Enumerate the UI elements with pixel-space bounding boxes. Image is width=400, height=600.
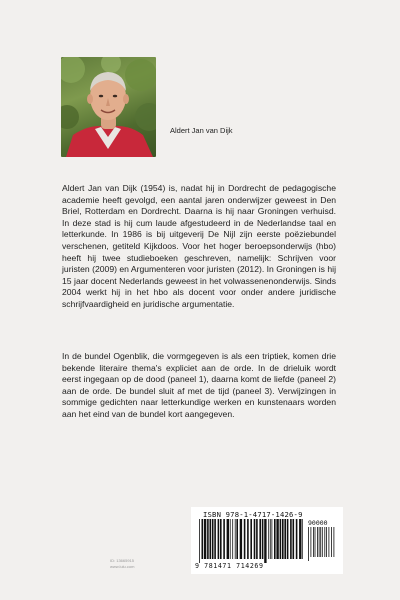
barcode-bar: [214, 519, 216, 559]
barcode-bar: [334, 527, 335, 557]
barcode-bar: [299, 519, 301, 559]
barcode-bar: [274, 519, 276, 559]
barcode-bar: [317, 527, 318, 557]
barcode-bar: [223, 519, 225, 559]
barcode-bar: [329, 527, 330, 557]
barcode-bar: [331, 527, 332, 557]
barcode-bar: [264, 519, 266, 563]
barcode-bar: [287, 519, 289, 559]
barcode-bar: [276, 519, 278, 559]
barcode-bar: [250, 519, 252, 559]
barcode-bar: [212, 519, 214, 559]
barcode-bar: [268, 519, 269, 559]
barcode-bar: [240, 519, 242, 559]
barcode-bar: [272, 519, 273, 559]
author-portrait-image: [61, 57, 156, 157]
barcode-bar: [313, 527, 314, 557]
barcode-bar: [227, 519, 229, 559]
isbn-barcode-block: [191, 507, 343, 574]
book-description: In de bundel Ogenblik, die vormgegeven is als een triptiek, komen drie bekende literaire thema's expliciet aan de orde. In de drieluik wordt eerst ingegaan op de dood (paneel 1), daarna komt de liefde (paneel 2) aan de orde. De bundel sluit af met de tijd (paneel 3). Verwijzingen in sommige gedichten naar letterkundige werken en kunstenaars worden aan het eind van de bundel kort aangegeven.: [62, 351, 336, 419]
barcode-bar: [218, 519, 220, 559]
barcode-bar: [210, 519, 212, 559]
barcode-bar: [322, 527, 323, 557]
barcode-digits: 9 781471 714269: [195, 562, 264, 570]
price-addon-bars: [308, 527, 336, 563]
author-caption: Aldert Jan van Dijk: [170, 126, 233, 135]
barcode-bar: [270, 519, 271, 559]
barcode-bars: [199, 519, 303, 563]
author-biography: Aldert Jan van Dijk (1954) is, nadat hij in Dordrecht de pedagogische academie heeft gevolgd, een aantal jaren onderwijzer geweest in Den Briel, Rotterdam en Dordrecht. Daarna is hij naar Groningen verhuisd. In deze stad is hij cum laude afgestudeerd in de Nederlandse taal en letterkunde. In 1986 is bij uitgeverij De Nijl zijn eerste poëziebundel verschenen, getiteld Kijkdoos. Voor het hoger beroepsonderwijs (hbo) heeft hij twee studieboeken geschreven, namelijk: Schrijven voor juristen (2009) en Argumenteren voor juristen (2012). In Groningen is hij 15 jaar docent Nederlands geweest in het volwassenenonderwijs. Sinds 2004 werkt hij in het hbo als docent voor onder andere juridische schrijfvaardigheid en juridische argumentatie.: [62, 183, 336, 309]
barcode-bar: [232, 519, 233, 559]
lulu-url-text: www.lulu.com: [110, 564, 135, 569]
barcode-bar: [235, 519, 236, 559]
barcode-bar: [256, 519, 258, 559]
barcode-bar: [199, 519, 200, 563]
barcode-bar: [315, 527, 316, 557]
barcode-bar: [244, 519, 246, 559]
barcode-bar: [236, 519, 238, 559]
barcode-bar: [284, 519, 286, 559]
author-photo: [61, 57, 156, 157]
barcode-bar: [308, 527, 309, 561]
barcode-bar: [280, 519, 282, 559]
lulu-id-text: ID: 13665915: [110, 558, 135, 563]
barcode-bar: [282, 519, 284, 559]
barcode-bar: [296, 519, 298, 559]
barcode-bar: [293, 519, 295, 559]
price-code: 90000: [308, 519, 328, 527]
barcode-bar: [302, 519, 303, 559]
barcode-bar: [262, 519, 264, 559]
barcode-bar: [207, 519, 209, 559]
barcode-bar: [319, 527, 320, 557]
barcode-bar: [259, 519, 261, 559]
barcode-bar: [320, 527, 321, 557]
barcode-bar: [326, 527, 327, 557]
barcode-bar: [230, 519, 231, 559]
isbn-label: ISBN 978-1-4717-1426-9: [203, 510, 303, 519]
barcode-bar: [220, 519, 222, 559]
barcode-bar: [204, 519, 206, 559]
barcode-bar: [247, 519, 249, 559]
barcode-bar: [254, 519, 256, 559]
barcode-bar: [311, 527, 312, 557]
barcode-bar: [324, 527, 325, 557]
barcode-bar: [202, 519, 204, 559]
barcode-bar: [290, 519, 292, 559]
